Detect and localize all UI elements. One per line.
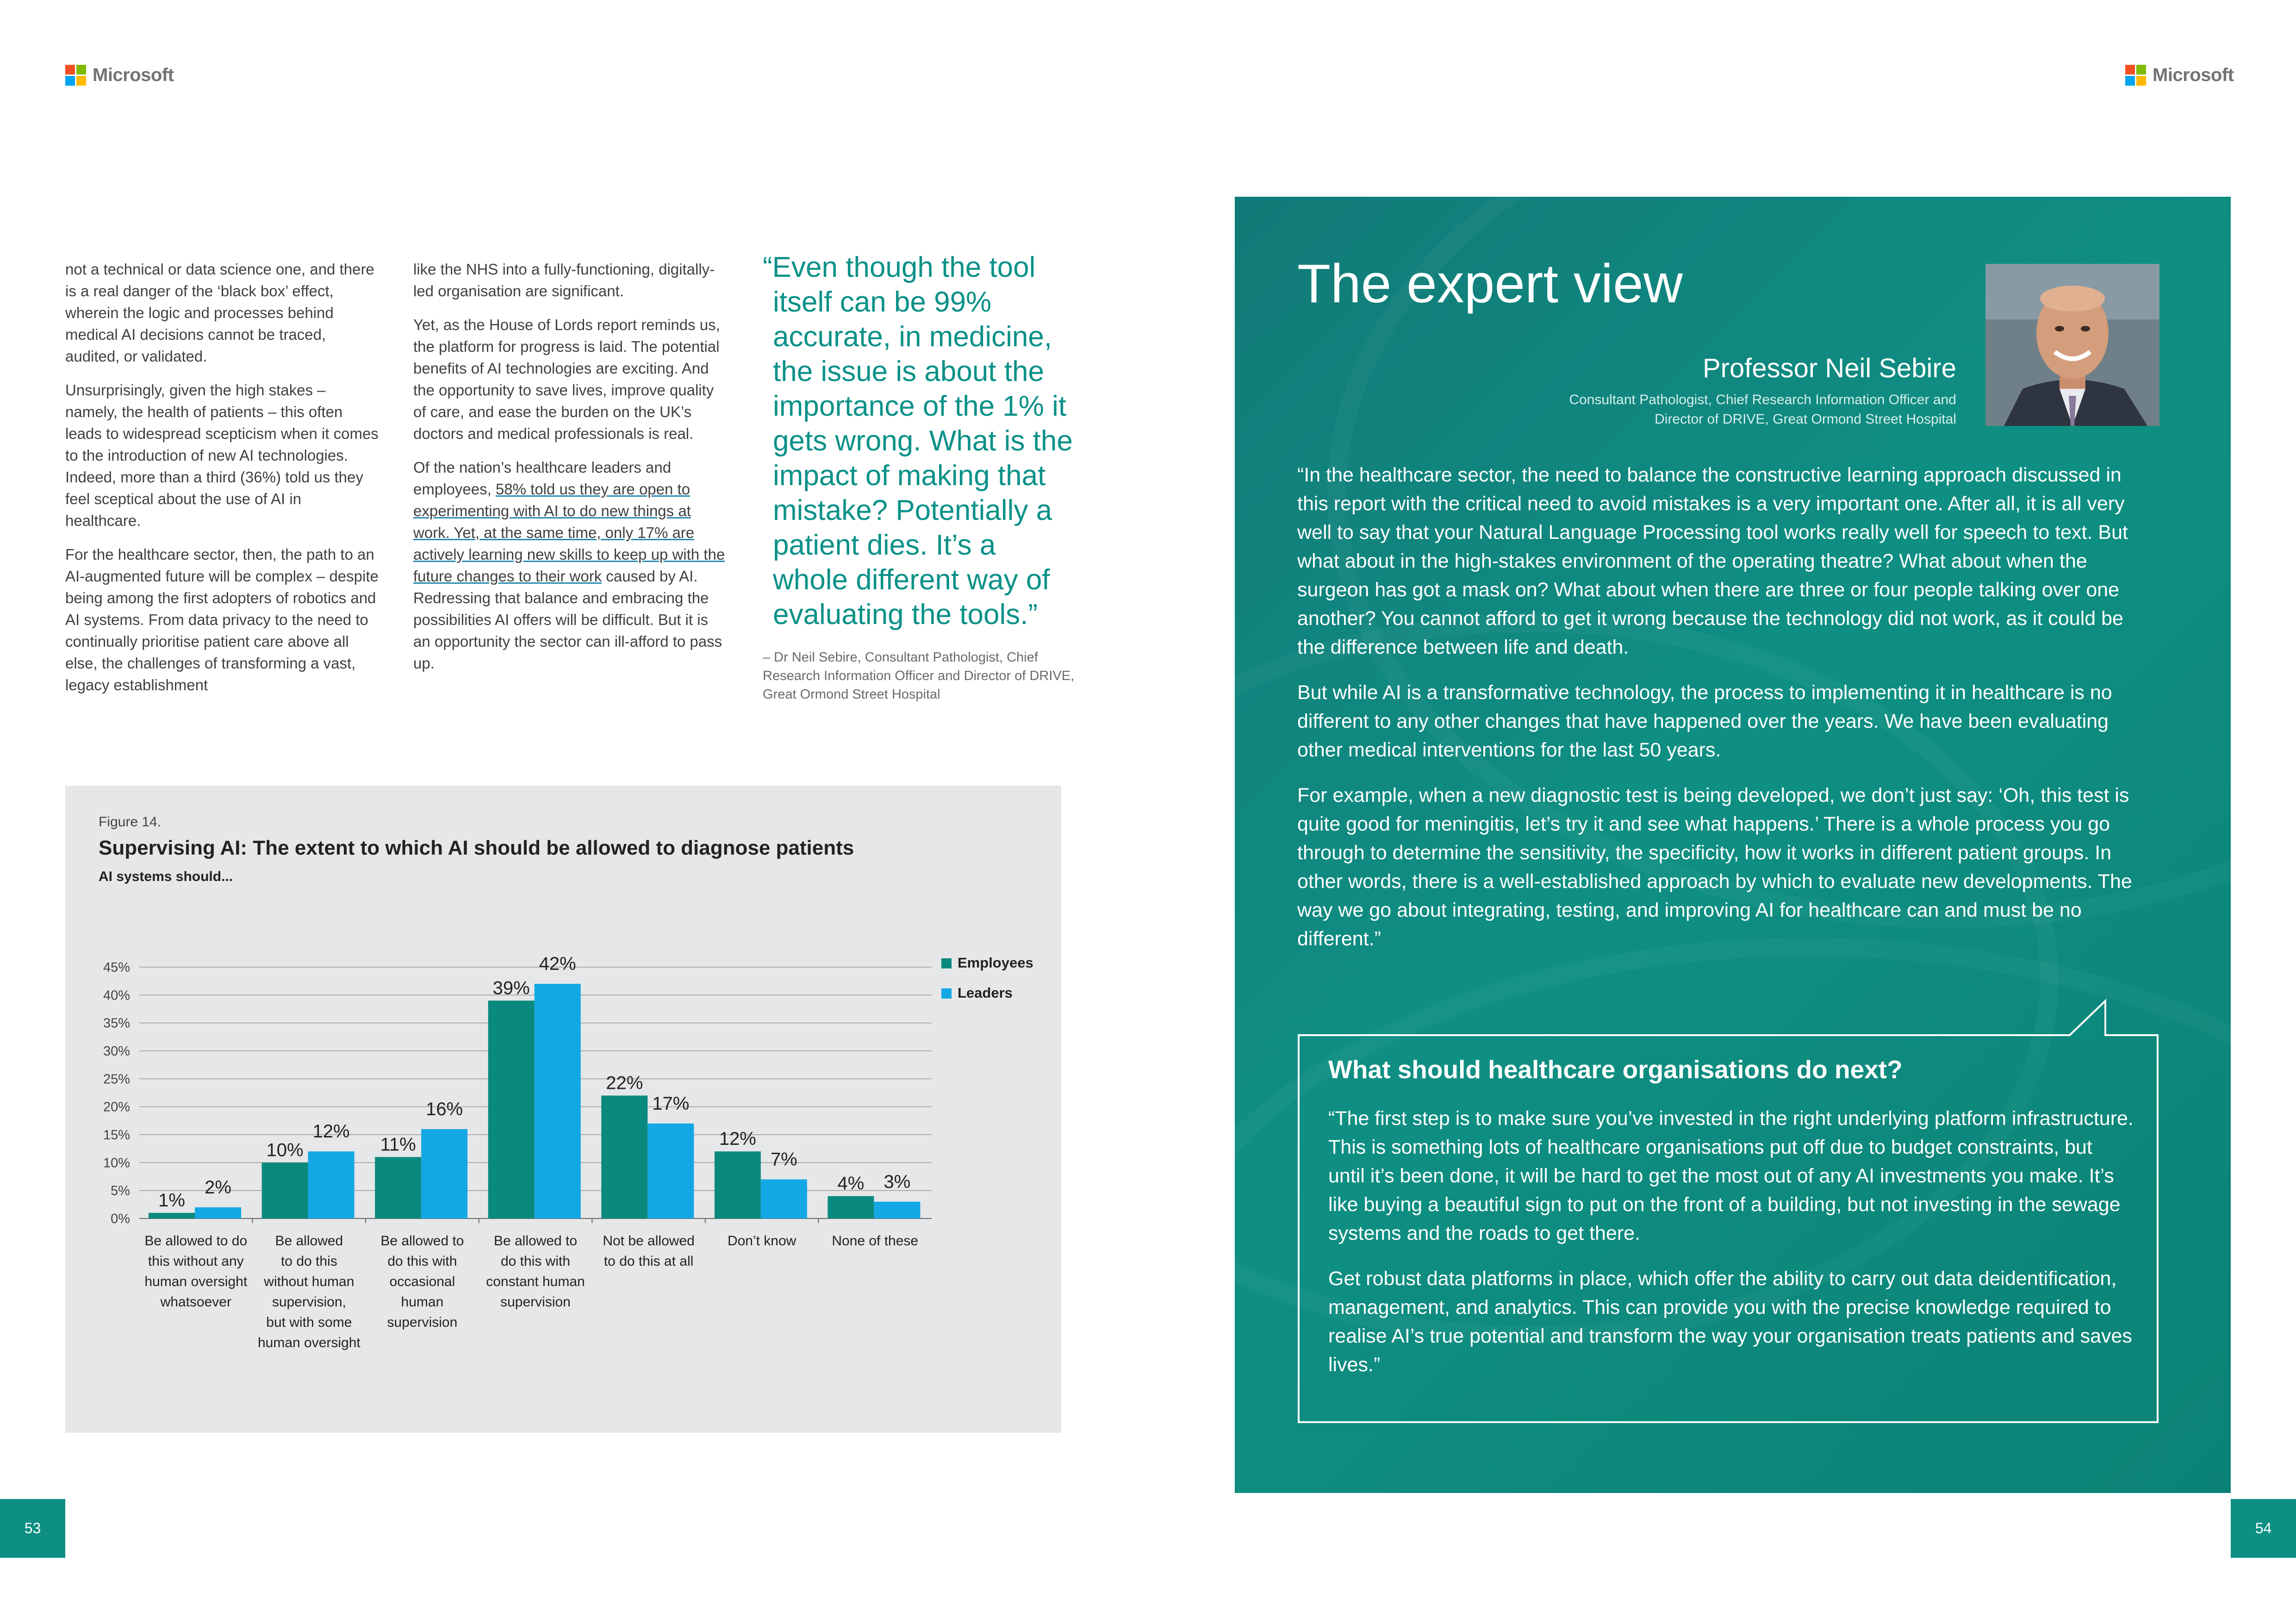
bar-leaders: [647, 1124, 694, 1218]
bar-employees: [601, 1096, 647, 1218]
role-line: Consultant Pathologist, Chief Research Information Officer and: [1569, 392, 1956, 407]
callout-title: What should healthcare organisations do next?: [1328, 1055, 1903, 1084]
category-label: to do this at all: [604, 1254, 694, 1269]
logo-wordmark: Microsoft: [93, 65, 174, 85]
highlighted-link[interactable]: 58% told us they are open to experimenting with AI to do new things at work. Yet, at the same time, only 17% are actively learning new skills to keep up with the future changes to their work: [413, 481, 725, 585]
paragraph: But while AI is a transformative technology, the process to implementing it in healthcare is no different to any other changes that have happened over the years. We have been evaluating other medical interventions for the last 50 years.: [1297, 681, 2112, 761]
category-label: but with some: [266, 1315, 352, 1330]
category-label: to do this: [280, 1254, 337, 1269]
category-label: Be allowed to do: [144, 1233, 248, 1249]
y-tick-label: 45%: [103, 960, 130, 975]
paragraph: “The first step is to make sure you’ve invested in the right underlying platform infrastructure. This is something lots of healthcare organisations put off due to budget constraints, but until it’s been done, it will be hard to get the most out of any AI investments you make. It’s like buying a beautiful sign to put on the front of a building, but not investing in the sewage systems and the roads to get there.: [1328, 1107, 2134, 1244]
microsoft-logo-right: [2125, 65, 2234, 86]
paragraph: Unsurprisingly, given the high stakes – namely, the health of patients – this often leads to widespread scepticism when it comes to the introduction of new AI technologies. Indeed, more than a third (36%) told us they feel sceptical about the use of AI in healthcare.: [65, 381, 379, 529]
data-label: 11%: [380, 1134, 416, 1155]
y-tick-label: 5%: [111, 1183, 130, 1199]
category-label: supervision: [387, 1315, 458, 1330]
legend-swatch: [941, 988, 952, 999]
expert-view-title: The expert view: [1297, 253, 1683, 314]
paragraph: like the NHS into a fully-functioning, digitally-led organisation are significant.: [413, 261, 715, 300]
figure-panel: [65, 786, 1061, 1433]
microsoft-logo-left: [65, 65, 174, 86]
page-number-right: 54: [2231, 1499, 2296, 1558]
data-label: 4%: [837, 1173, 865, 1194]
text-run: Of the nation’s healthcare leaders and employees,: [413, 459, 672, 498]
bar-leaders: [761, 1180, 807, 1218]
figure-title: Supervising AI: The extent to which AI should be allowed to diagnose patients: [99, 837, 854, 859]
bar-employees: [488, 1000, 535, 1218]
data-label: 42%: [539, 954, 576, 974]
category-label: Be allowed: [275, 1233, 343, 1249]
category-label: do this with: [500, 1254, 571, 1269]
paragraph: For example, when a new diagnostic test is being developed, we don’t just say: ‘Oh, this test is quite good for meningitis, let’s try it and see what happens.’ There is a whole process you go through to determine the sensitivity, the specificity, how it works in different patient groups. In other words, there is a well-established approach by which to evaluate new developments. The way we go about integrating, testing, and improving AI for healthcare can and must be no different.”: [1297, 784, 2132, 950]
page-number-left: 53: [0, 1499, 65, 1558]
speech-bubble-tail: [2070, 995, 2116, 1037]
category-label: this without any: [148, 1254, 244, 1269]
role-line: Director of DRIVE, Great Ormond Street Hospital: [1655, 412, 1956, 427]
bar-leaders: [874, 1202, 920, 1218]
category-label: supervision: [500, 1294, 571, 1310]
data-label: 12%: [719, 1129, 756, 1149]
data-label: 16%: [426, 1099, 463, 1119]
y-tick-label: 10%: [103, 1156, 130, 1171]
category-label: Don’t know: [727, 1233, 796, 1249]
category-label: human oversight: [257, 1335, 361, 1350]
bar-leaders: [195, 1207, 241, 1218]
pull-quote-text: “Even though the tool itself can be 99% accurate, in medicine, the issue is about the importance of the 1% it gets wrong. What is the impact of making that mistake? Potentially a patient dies. It’s a whole different way of evaluating the tools.”: [763, 251, 1073, 631]
microsoft-logo-icon: [65, 65, 86, 86]
logo-wordmark: Microsoft: [2153, 65, 2234, 85]
callout-body: [1328, 1104, 2134, 1396]
bar-employees: [828, 1196, 874, 1218]
paragraph: not a technical or data science one, and there is a real danger of the ‘black box’ effect, wherein the logic and processes behind medical AI decisions cannot be traced, audited, or validated.: [65, 261, 374, 365]
y-tick-label: 0%: [111, 1212, 130, 1226]
pull-quote: [763, 250, 1077, 632]
legend-label: Employees: [958, 955, 1033, 971]
bar-leaders: [308, 1151, 355, 1218]
data-label: 3%: [884, 1171, 911, 1192]
y-tick-label: 35%: [103, 1016, 130, 1031]
category-label: supervision,: [272, 1294, 346, 1310]
legend-label: Leaders: [958, 985, 1013, 1001]
category-label: human: [401, 1294, 444, 1310]
bar-employees: [262, 1162, 308, 1218]
y-tick-label: 30%: [103, 1044, 130, 1059]
category-label: constant human: [486, 1274, 585, 1289]
category-label: Not be allowed: [603, 1233, 695, 1249]
bar-employees: [715, 1151, 761, 1218]
category-label: Be allowed to: [380, 1233, 464, 1249]
expert-quote-body: [1297, 461, 2149, 970]
bar-chart: [65, 786, 1061, 1433]
paragraph: For the healthcare sector, then, the path to an AI-augmented future will be complex – despite being among the first adopters of robotics and AI systems. From data privacy to the need to continually prioritise patient care above all else, the challenges of transforming a vast, legacy establishment: [65, 546, 379, 693]
figure-subtitle: AI systems should...: [99, 869, 233, 884]
category-label: None of these: [832, 1233, 919, 1249]
professor-role: [1447, 390, 1956, 429]
legend-swatch: [941, 958, 952, 968]
data-label: 2%: [205, 1177, 231, 1198]
bar-leaders: [535, 984, 581, 1218]
data-label: 22%: [606, 1073, 643, 1093]
body-column-2: [413, 258, 728, 686]
data-label: 7%: [770, 1149, 797, 1170]
y-tick-label: 20%: [103, 1099, 130, 1115]
paragraph: [413, 456, 728, 674]
category-label: occasional: [389, 1274, 455, 1289]
data-label: 12%: [312, 1121, 350, 1142]
bar-employees: [375, 1157, 421, 1218]
bar-employees: [149, 1213, 195, 1218]
paragraph: “In the healthcare sector, the need to balance the constructive learning approach discussed in this report with the critical need to avoid mistakes is a very important one. After all, it is all very well to say that your Natural Language Processing tool works really well for speech to text. But what about in the high-stakes environment of the operating theatre? What about when the surgeon has got a mask on? What about when there are three or four people talking over one another? You cannot afford to get it wrong because the technology did not work, as it could be the difference between life and death.: [1297, 464, 2128, 658]
text-run: caused by AI. Redressing that balance and embracing the possibilities AI offers will be difficult. But it is an opportunity the sector can ill-afford to pass up.: [413, 568, 722, 672]
paragraph: Yet, as the House of Lords report reminds us, the platform for progress is laid. The potential benefits of AI technologies are exciting. And the opportunity to save lives, improve quality of care, and ease the burden on the UK’s doctors and medical professionals is real.: [413, 316, 720, 442]
paragraph: Get robust data platforms in place, which offer the ability to carry out data deidentification, management, and analytics. This can provide you with the precise knowledge required to realise AI’s true potential and transform the way your organisation treats patients and saves lives.”: [1328, 1268, 2132, 1376]
professor-photo: [1985, 264, 2159, 426]
figure-label: Figure 14.: [99, 814, 162, 830]
data-label: 10%: [266, 1140, 304, 1161]
category-label: Be allowed to: [493, 1233, 578, 1249]
y-tick-label: 25%: [103, 1072, 130, 1087]
bar-leaders: [421, 1129, 467, 1218]
data-label: 39%: [492, 978, 530, 999]
microsoft-logo-icon: [2125, 65, 2146, 86]
y-tick-label: 40%: [103, 988, 130, 1003]
data-label: 1%: [158, 1190, 185, 1211]
category-label: human oversight: [144, 1274, 248, 1289]
quote-attribution: – Dr Neil Sebire, Consultant Pathologist, Chief Research Information Officer and Director of DRIVE, Great Ormond Street Hospital: [763, 650, 1075, 702]
category-label: do this with: [387, 1254, 457, 1269]
portrait-image: [1985, 264, 2159, 426]
y-tick-label: 15%: [103, 1128, 130, 1143]
category-label: without human: [264, 1274, 355, 1289]
data-label: 17%: [652, 1093, 690, 1114]
body-column-1: [65, 258, 380, 708]
professor-name: Professor Neil Sebire: [1703, 353, 1956, 383]
category-label: whatsoever: [160, 1294, 231, 1310]
